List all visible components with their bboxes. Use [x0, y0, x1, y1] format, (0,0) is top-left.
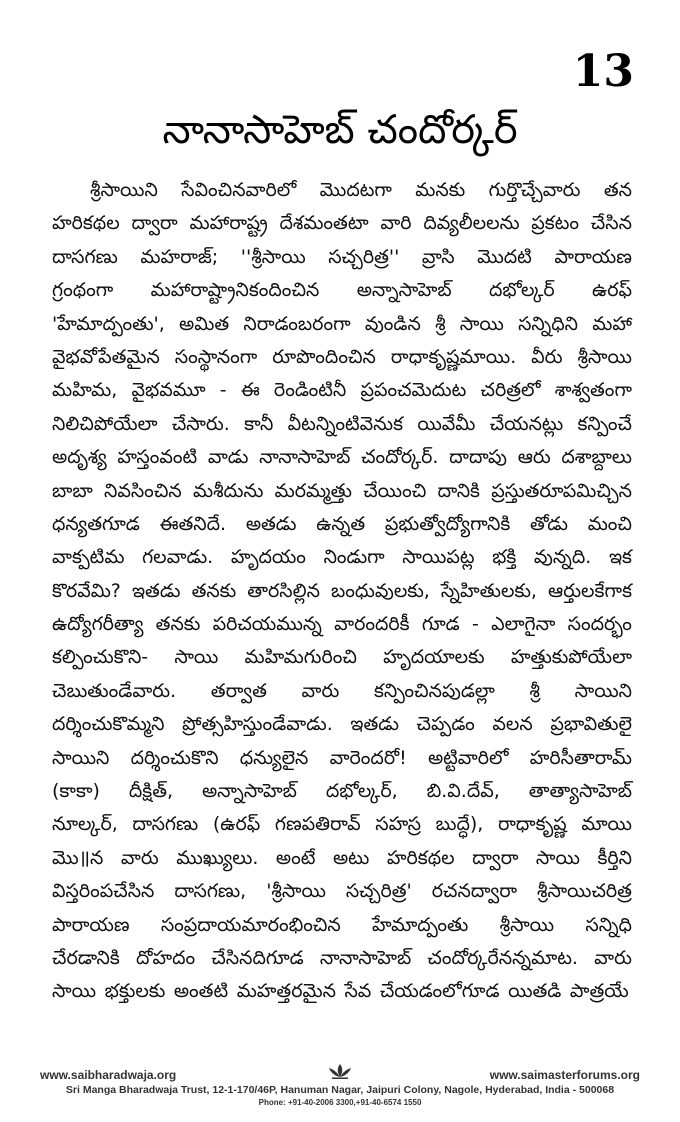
body-text	[52, 174, 632, 1009]
text-word: ప్రభావితులై	[550, 713, 632, 736]
text-line	[52, 942, 632, 975]
text-word: శ్రీ	[529, 679, 540, 702]
text-word: చెబుతుండేవారు.	[52, 679, 177, 702]
text-word: అటు	[332, 846, 370, 869]
text-line	[52, 708, 632, 741]
footer-address: Sri Manga Bharadwaja Trust, 12-1-170/46P, Hanuman Nagar, Jaipuri Colony, Nagole, Hyderabad, India - 500068	[65, 1084, 615, 1096]
text-word: వారందరికీ	[334, 613, 410, 636]
text-word: తనకు	[191, 579, 237, 602]
text-word: 'హేమాద్పంతు',	[52, 312, 165, 335]
text-word: దాదాపు	[449, 446, 508, 469]
footer-website-right[interactable]: www.saimasterforums.org	[489, 1068, 640, 1082]
text-word: గూడ	[421, 613, 460, 636]
text-line	[52, 775, 632, 808]
text-word: ఆర్తులకేగాక	[548, 579, 632, 602]
text-word: ప్రభుత్వోద్యోగానికి	[384, 512, 511, 535]
text-word: పారాయణ	[52, 913, 130, 936]
text-word: దభోల్కర్,	[325, 780, 398, 803]
text-word: మొదటగా	[319, 179, 392, 201]
text-word: సంప్రదాయమారంభించిన	[160, 913, 341, 936]
text-word: అన్నాసాహెబ్	[356, 279, 452, 302]
text-word: వైభవమూ	[131, 379, 206, 402]
text-word: సాయి	[535, 846, 580, 869]
text-word: అమిత	[179, 312, 230, 335]
text-word: తనకు	[155, 613, 201, 636]
text-line	[52, 374, 632, 407]
text-word: చందోర్కర్.	[361, 446, 439, 469]
text-line	[52, 742, 632, 775]
text-word: సాయిపట్ల	[402, 546, 475, 569]
text-word: మరమ్మత్తు	[274, 479, 352, 502]
text-word: మహా	[592, 312, 632, 335]
chapter-title: నానాసాహెబ్ చందోర్కర్	[162, 107, 518, 153]
text-line	[52, 274, 632, 307]
text-word: వున్నది.	[533, 546, 592, 569]
text-word: ఇతడు	[131, 579, 181, 602]
text-word: చెప్పడం	[416, 713, 475, 736]
text-word: ప్రస్తుతరూపమిచ్చిన	[491, 479, 632, 502]
text-word: నానాసాహెబ్	[259, 446, 351, 469]
text-word: రాధాకృష్ణమాయి.	[390, 345, 517, 368]
text-word: ఈ	[240, 379, 260, 402]
text-word: ధన్యులైన	[239, 746, 309, 769]
text-line	[52, 842, 632, 875]
text-word: కొరవేమి?	[52, 579, 121, 602]
text-word: విస్తరింపచేసిన	[52, 880, 155, 903]
text-word: బి.వి.దేవ్,	[426, 780, 500, 803]
text-word: సహస్ర	[375, 813, 421, 836]
text-word: వాడు	[207, 446, 249, 469]
text-word: సచ్చరిత్ర'	[345, 880, 412, 903]
footer-phone: Phone: +91-40-2006 3300,+91-40-6574 1550	[258, 1098, 422, 1107]
text-word: హృదయాలకు	[383, 646, 485, 669]
text-word: ''శ్రీసాయి	[240, 245, 306, 268]
text-word: గలవాడు.	[142, 546, 214, 569]
text-word: ఆరు	[517, 446, 551, 469]
page-footer	[40, 1068, 640, 1112]
text-word: ప్రపంచమెదుట	[360, 379, 467, 402]
text-word: వైభవోపేతమైన	[52, 345, 160, 368]
text-word: పాత్రయే	[569, 980, 629, 1003]
text-word: సాయిని	[574, 679, 632, 702]
text-word: ప్రోత్సహిస్తుండేవాడు.	[182, 713, 333, 736]
text-word: హృదయం	[230, 546, 306, 569]
text-line	[52, 174, 632, 207]
text-word: వారెందరో!	[329, 746, 407, 769]
text-word: తారసిల్లిన	[247, 579, 320, 602]
text-word: పరిచయమున్న	[212, 613, 322, 636]
text-word: మొదటి	[477, 245, 532, 268]
text-word: చేరడానికి	[52, 946, 120, 969]
text-word: వారు	[594, 946, 632, 969]
text-word: వుండిన	[364, 312, 421, 335]
text-word: అట్టివారిలో	[427, 746, 509, 769]
text-word: నిండుగా	[323, 546, 385, 569]
text-word: హరిసీతారామ్	[529, 746, 632, 769]
text-word: దేశమంతటా	[279, 212, 369, 235]
text-word: సాయిని	[52, 746, 110, 769]
text-word: యివేమీ	[417, 412, 476, 435]
text-word: దాసగణు	[132, 813, 199, 836]
text-word: నిరాడంబరంగా	[243, 312, 351, 335]
text-word: హరికథల	[52, 212, 120, 235]
text-word: దానికి	[437, 479, 480, 502]
text-word: బుద్ధే),	[435, 813, 484, 836]
text-word: దాసగణు	[52, 245, 118, 268]
text-line	[52, 241, 632, 274]
text-word: చేసారు.	[171, 412, 230, 435]
text-word: రూపొందించిన	[272, 345, 376, 368]
text-word: చేసిన	[590, 212, 632, 235]
text-word: ద్వారా	[472, 846, 519, 869]
text-word: వీటన్నింటివెనుక	[287, 412, 403, 435]
lotus-icon	[326, 1062, 354, 1080]
text-word: కీర్తిని	[597, 846, 632, 869]
text-word: రాధాకృష్ణ	[497, 813, 567, 836]
text-word: వారు	[301, 679, 340, 702]
text-word: దోహదం	[135, 946, 196, 969]
text-word: ముఖ్యులు.	[176, 846, 259, 869]
text-word: మశీదును	[192, 479, 264, 502]
chapter-number: 13	[572, 46, 634, 97]
text-line	[52, 475, 632, 508]
text-word: ఈతనిదే.	[159, 512, 227, 535]
text-word: భక్తులకు	[104, 980, 166, 1003]
text-word: తోడు	[529, 512, 568, 535]
text-word: రచనద్వారా	[431, 880, 518, 903]
text-word: ఇక	[608, 546, 632, 569]
text-line	[52, 975, 632, 1008]
text-line	[52, 675, 632, 708]
text-word: ఉన్నత	[316, 512, 366, 535]
text-line	[52, 408, 632, 441]
text-word: మహిమగురించి	[244, 646, 357, 669]
text-word: సేవించినవారిలో	[181, 179, 297, 201]
text-line	[52, 207, 632, 240]
text-line	[52, 909, 632, 942]
text-word: చేయించి	[363, 479, 427, 502]
text-word: వారు	[120, 846, 159, 869]
text-line	[52, 808, 632, 841]
text-word: హత్తుకుపోయేలా	[510, 646, 632, 669]
text-word: శ్రీసాయి	[577, 345, 632, 368]
text-word: శ్రీసాయిచరిత్ర	[537, 880, 632, 903]
text-word: -	[219, 379, 227, 402]
text-word: 'శ్రీసాయి	[266, 880, 326, 903]
text-word: దివ్యలీలలను	[423, 212, 520, 235]
text-line	[52, 641, 632, 674]
text-word: దర్శించుకొమ్మని	[52, 713, 165, 736]
footer-website-left[interactable]: www.saibharadwaja.org	[40, 1068, 177, 1082]
text-word: నిలిచిపోయేలా	[52, 412, 158, 435]
text-word: మాయి	[581, 813, 632, 836]
text-word: సాయి	[459, 312, 504, 335]
text-word: అన్నాసాహెబ్	[201, 780, 297, 803]
text-line	[52, 341, 632, 374]
text-word: హేమాద్పంతు	[372, 913, 469, 936]
text-word: కన్పించే	[577, 412, 632, 435]
text-word: ఇతడు	[350, 713, 399, 736]
text-word: చందోర్కరేనన్నమాట.	[427, 946, 578, 969]
text-word: మనకు	[415, 179, 466, 201]
text-word: మహారాష్ట్రానికందించిన	[150, 279, 320, 302]
text-word: వారి	[380, 212, 412, 235]
text-word: ద్వారా	[131, 212, 178, 235]
text-word: చేయనట్లు	[489, 412, 564, 435]
text-word: హరికథల	[386, 846, 455, 869]
text-word: కన్పించినపుడల్లా	[373, 679, 495, 702]
text-word: మహరాజ్;	[140, 245, 219, 268]
text-line	[52, 875, 632, 908]
text-line	[52, 541, 632, 574]
text-word: చేసినదిగూడ	[211, 946, 304, 969]
text-word: (కాకా)	[52, 780, 100, 803]
text-word: (ఉరఫ్	[212, 813, 261, 836]
text-word: సచ్చరిత్ర''	[328, 245, 400, 268]
text-word: సాయి	[174, 646, 219, 669]
text-word: శాశ్వతంగా	[554, 379, 632, 402]
text-word: రెండింటినీ	[273, 379, 347, 402]
text-word: సన్నిధిని	[518, 312, 578, 335]
text-word: శ్రీ	[435, 312, 446, 335]
text-word: శ్రీసాయి	[499, 913, 555, 936]
text-word: తాత్యాసాహెబ్	[528, 780, 632, 803]
text-word: శ్రీసాయిని	[90, 179, 158, 201]
text-word: వీరు	[531, 345, 563, 368]
text-word: బంధువులకు,	[330, 579, 430, 602]
text-word: భక్తి	[492, 546, 517, 569]
text-word: మహత్తరమైన	[236, 980, 336, 1003]
text-word: వ్రాసి	[421, 245, 455, 268]
text-word: -	[472, 613, 479, 636]
text-word: తన	[603, 179, 632, 201]
text-word: బాబా	[52, 479, 93, 502]
text-word: వాక్పటిమ	[52, 546, 125, 569]
text-word: ధన్యతగూడ	[52, 512, 140, 535]
text-word: మహిమ,	[52, 379, 118, 402]
text-word: సంస్థానంగా	[174, 345, 258, 368]
text-line	[52, 508, 632, 541]
text-word: మంచి	[587, 512, 632, 535]
text-word: కల్పించుకొని-	[52, 646, 149, 669]
text-word: యితడి	[508, 980, 562, 1003]
text-word: గ్రంథంగా	[52, 279, 114, 302]
text-word: గణపతిరావ్	[274, 813, 361, 836]
text-word: కానీ	[244, 412, 274, 435]
text-line	[52, 441, 632, 474]
text-word: దాసగణు,	[174, 880, 247, 903]
text-word: ఉరఫ్	[592, 279, 632, 302]
text-word: నూల్కర్,	[52, 813, 118, 836]
text-word: దర్శించుకొని	[130, 746, 219, 769]
text-word: ప్రకటం	[531, 212, 580, 235]
text-word: మహారాష్ట్ర	[189, 212, 268, 235]
text-word: హస్తంవంటి	[117, 446, 198, 469]
text-word: సేవ	[344, 980, 372, 1003]
text-word: తర్వాత	[210, 679, 267, 702]
text-word: దీక్షిత్,	[128, 780, 174, 803]
text-word: సన్నిధి	[585, 913, 632, 936]
text-word: అదృశ్య	[52, 446, 107, 469]
text-word: దశాబ్దాలు	[561, 446, 632, 469]
text-word: స్నేహితులకు,	[440, 579, 537, 602]
text-word: నివసించిన	[104, 479, 182, 502]
text-word: అతడు	[245, 512, 297, 535]
text-line	[52, 308, 632, 341]
text-word: ఎలాగైనా	[491, 613, 556, 636]
text-word: సందర్భం	[567, 613, 632, 636]
text-line	[52, 575, 632, 608]
text-word: ఉద్యోగరీత్యా	[52, 613, 144, 636]
text-word: నానాసాహెబ్	[319, 946, 412, 969]
text-word: అంతటి	[173, 980, 229, 1003]
text-word: చేయడంలోగూడ	[379, 980, 500, 1003]
text-word: వలన	[492, 713, 533, 736]
text-word: సాయి	[52, 980, 97, 1003]
text-word: చరిత్రలో	[480, 379, 541, 402]
text-word: దభోల్కర్	[488, 279, 555, 302]
text-word: మొ॥న	[52, 846, 104, 869]
text-word: గుర్తొచ్చేవారు	[488, 179, 581, 201]
text-word: అంటే	[275, 846, 316, 869]
text-line	[52, 608, 632, 641]
text-word: పారాయణ	[554, 245, 632, 268]
